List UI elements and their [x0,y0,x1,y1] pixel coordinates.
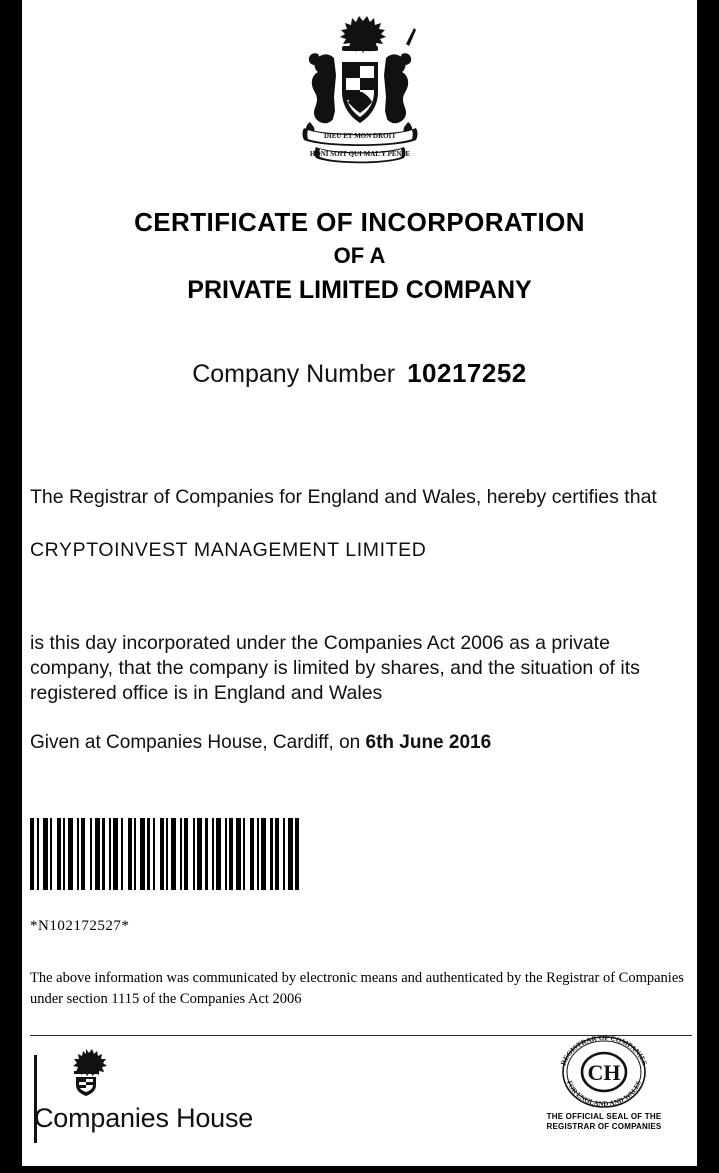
certificate-title-line-1: CERTIFICATE OF INCORPORATION [134,207,585,237]
certificate-body [30,485,690,765]
crest-container [22,10,697,170]
given-line [30,730,690,755]
svg-text:FOR ENGLAND AND WALES: FOR ENGLAND AND WALES [565,1079,643,1109]
incorporation-paragraph: is this day incorporated under the Companies Act 2006 as a private company, that the company is limited by shares, and the situation of its registered office is in England and Wales [30,632,640,704]
companies-house-logo [34,1048,334,1134]
registrar-paragraph: The Registrar of Companies for England and Wales, hereby certifies that [30,486,657,508]
barcode-text: *N102172527* [30,918,130,934]
official-seal [539,1032,669,1132]
certificate-title-block [22,205,697,307]
royal-coat-of-arms-icon [280,10,440,170]
seal-caption [539,1112,669,1132]
seal-caption-line-2: REGISTRAR OF COMPANIES [546,1122,662,1131]
svg-text:DIEU ET MON DROIT: DIEU ET MON DROIT [323,132,396,140]
seal-caption-line-1: THE OFFICIAL SEAL OF THE [546,1112,662,1121]
svg-text:HONI SOIT QUI MAL Y PENSE: HONI SOIT QUI MAL Y PENSE [309,150,410,158]
companies-house-crest-icon [60,1048,334,1101]
companies-house-name: Companies House [34,1103,254,1133]
authentication-footnote: The above information was communicated by electronic means and authenticated by the Registrar of Companies under section 1115 of the Companies Act 2006 [30,970,684,1007]
company-number-value: 10217252 [407,358,527,388]
certificate-title-line-2: OF A [333,243,386,268]
svg-text:REGISTRAR OF COMPANIES: REGISTRAR OF COMPANIES [559,1033,649,1067]
certificate-title-line-3: PRIVATE LIMITED COMPANY [187,276,532,304]
company-number-row [22,358,697,389]
given-prefix: Given at Companies House, Cardiff, on [30,732,366,753]
certificate-sheet [22,0,697,1166]
svg-text:CH: CH [587,1060,621,1085]
company-name: CRYPTOINVEST MANAGEMENT LIMITED [30,539,427,561]
barcode [30,818,382,890]
company-number-label: Company Number [192,360,396,388]
given-date: 6th June 2016 [365,732,492,753]
official-seal-icon [550,1032,658,1108]
